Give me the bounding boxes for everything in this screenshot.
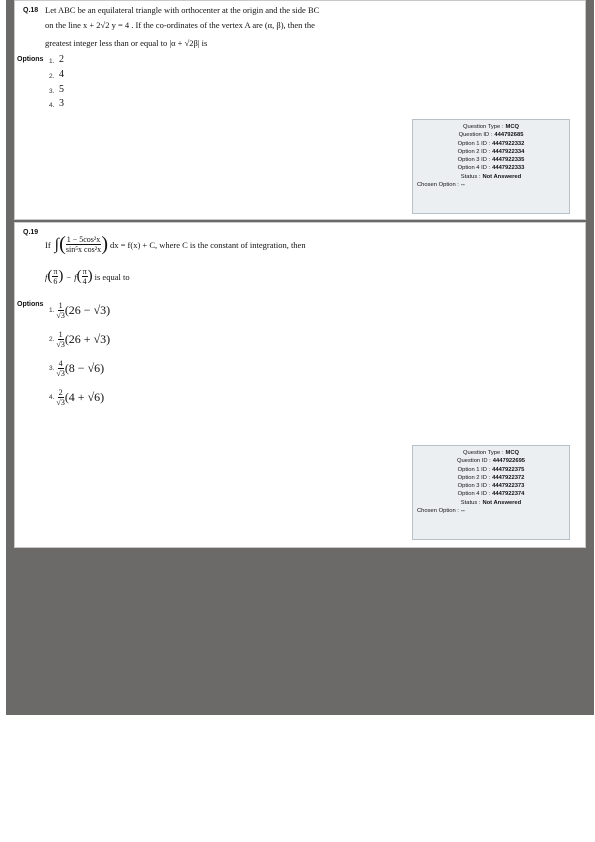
option-number: 2. <box>49 73 55 80</box>
question-meta-panel: Question Type : MCQ Question ID : 444792685 Option 1 ID : 4447922332 Option 2 ID : 4447922334 Option 3 ID : 4447922335 Option 4 ID : 4447922333 Status : Not Answered Chosen Option : -- <box>412 119 570 214</box>
options-label: Options <box>17 56 44 63</box>
integrand-numerator: 1 − 5cos²x <box>66 235 101 244</box>
question-number: Q.18 <box>23 7 39 14</box>
option-3-value: 5 <box>59 84 64 95</box>
pi-over-4: $\frac{\pi}{4}$ <box>82 267 87 286</box>
question-integral-line <box>45 233 306 256</box>
integrand-denominator: sin⁵x cos²x <box>65 245 102 254</box>
question-number: Q.19 <box>23 229 39 236</box>
option-number: 4. <box>49 102 55 109</box>
question-line-2: f ( $\frac{\pi}{6}$ ) − f ( $\frac{\pi}{4}$ ) is equal to <box>45 267 130 286</box>
question-text-line-2: on the line x + 2√2 y = 4 . If the co-ordinates of the vertex A are (α, β), then the <box>45 20 315 30</box>
options-label: Options <box>17 301 44 308</box>
option-1-value: 2 <box>59 54 64 65</box>
question-meta-panel: Question Type : MCQ Question ID : 4447922695 Option 1 ID : 4447922375 Option 2 ID : 4447922372 Option 3 ID : 4447922373 Option 4 ID : 4447922374 Status : Not Answered Chosen Option : -- <box>412 445 570 540</box>
question-18-card <box>14 0 586 220</box>
paren-open: ( <box>59 233 66 255</box>
page-sheet <box>6 0 594 715</box>
question-text-line-3: greatest integer less than or equal to |α + √2β| is <box>45 38 208 48</box>
option-2: 2. $\frac{1}{√3}$ (26 + √3) <box>49 330 111 349</box>
integral-rhs: dx = f(x) + C, where C is the constant of integration, then <box>109 239 306 250</box>
paren-close: ) <box>101 233 108 255</box>
is-equal-to: is equal to <box>94 271 130 282</box>
pi-over-6: $\frac{\pi}{6}$ <box>53 267 58 286</box>
option-4-value: 3 <box>59 98 64 109</box>
option-2-value: 4 <box>59 69 64 80</box>
question-19-card <box>14 222 586 548</box>
integrand-fraction <box>66 235 102 254</box>
option-3: 3. $\frac{4}{√3}$ (8 − √6) <box>49 359 105 378</box>
option-1: 1. $\frac{1}{√3}$ (26 − √3) <box>49 301 111 320</box>
option-number: 3. <box>49 88 55 95</box>
integral-sign: ∫ <box>54 235 60 253</box>
question-text-line-1: Let ABC be an equilateral triangle with orthocenter at the origin and the side BC <box>45 5 320 15</box>
option-number: 1. <box>49 58 55 65</box>
option-4: 4. $\frac{2}{√3}$ (4 + √6) <box>49 388 105 407</box>
if-word: If <box>45 239 51 250</box>
